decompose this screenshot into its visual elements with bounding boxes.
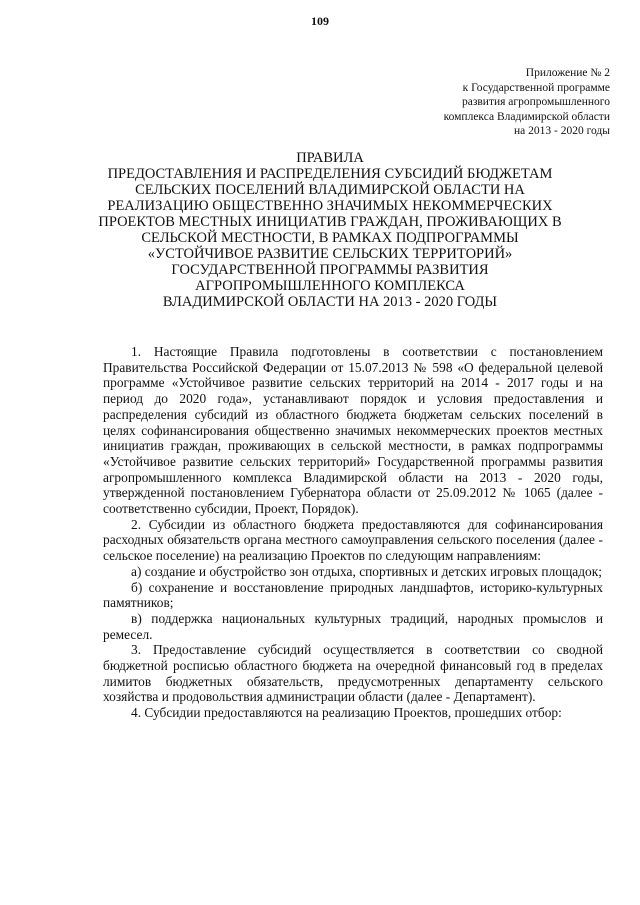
document-body (103, 344, 603, 721)
title-line: ПРОЕКТОВ МЕСТНЫХ ИНИЦИАТИВ ГРАЖДАН, ПРОЖИВАЮЩИХ В (98, 214, 562, 230)
title-line: ВЛАДИМИРСКОЙ ОБЛАСТИ НА 2013 - 2020 ГОДЫ (162, 294, 498, 310)
paragraph-2c: в) поддержка национальных культурных традиций, народных промыслов и ремесел. (103, 610, 603, 642)
appendix-line: Приложение № 2 (525, 67, 610, 79)
appendix-line: на 2013 - 2020 годы (513, 125, 610, 137)
paragraph-2a: а) создание и обустройство зон отдыха, спортивных и детских игровых площадок; (131, 563, 602, 579)
paragraph-4: 4. Субсидии предоставляются на реализацию Проектов, прошедших отбор: (131, 705, 562, 721)
paragraph-2b: б) сохранение и восстановление природных ландшафтов, историко-культурных памятников; (103, 579, 603, 611)
title-line: СЕЛЬСКИХ ПОСЕЛЕНИЙ ВЛАДИМИРСКОЙ ОБЛАСТИ НА (135, 182, 525, 198)
title-line: ГОСУДАРСТВЕННОЙ ПРОГРАММЫ РАЗВИТИЯ (171, 262, 489, 278)
document-title (95, 150, 565, 310)
paragraph-1: 1. Настоящие Правила подготовлены в соответствии с постановлением Правительства Российской Федерации от 15.07.2013 № 598 «О федеральной целевой программе «Устойчивое развитие сельских территорий на 2014 - 2017 годы и на период до 2020 года», устанавливают порядок и условия предоставления и распределения субсидий из областного бюджета бюджетам сельских поселений в целях софинансирования общественно значимых некоммерческих проектов местных инициатив граждан, проживающих в сельской местности, в рамках подпрограммы «Устойчивое развитие сельских территорий» Государственной программы развития агропромышленного комплекса Владимирской области на 2013 - 2020 годы, утвержденной постановлением Губернатора области от 25.09.2012 № 1065 (далее - соответственно субсидии, Проект, Порядок). (103, 344, 603, 517)
title-line: АГРОПРОМЫШЛЕННОГО КОМПЛЕКСА (195, 278, 465, 294)
paragraph-3: 3. Предоставление субсидий осуществляется в соответствии со сводной бюджетной росписью областного бюджета на очередной финансовый год в пределах лимитов бюджетных обязательств, предусмотренных департаменту сельского хозяйства и продовольствия администрации области (далее - Департамент). (103, 642, 603, 705)
appendix-line: развития агропромышленного (461, 96, 610, 108)
appendix-note (444, 66, 610, 139)
appendix-line: комплекса Владимирской области (443, 110, 610, 123)
title-line: «УСТОЙЧИВОЕ РАЗВИТИЕ СЕЛЬСКИХ ТЕРРИТОРИЙ» (147, 246, 513, 262)
page-number: 109 (311, 14, 329, 28)
appendix-line: к Государственной программе (462, 81, 610, 94)
title-line: ПРАВИЛА (296, 150, 364, 166)
title-line: ПРЕДОСТАВЛЕНИЯ И РАСПРЕДЕЛЕНИЯ СУБСИДИЙ БЮДЖЕТАМ (107, 166, 553, 182)
title-line: РЕАЛИЗАЦИЮ ОБЩЕСТВЕННО ЗНАЧИМЫХ НЕКОММЕРЧЕСКИХ (107, 198, 553, 214)
paragraph-2: 2. Субсидии из областного бюджета предоставляются для софинансирования расходных обязательств органа местного самоуправления сельского поселения (далее - сельское поселение) на реализацию Проектов по следующим направлениям: (103, 516, 603, 564)
title-line: СЕЛЬСКОЙ МЕСТНОСТИ, В РАМКАХ ПОДПРОГРАММЫ (141, 230, 519, 246)
